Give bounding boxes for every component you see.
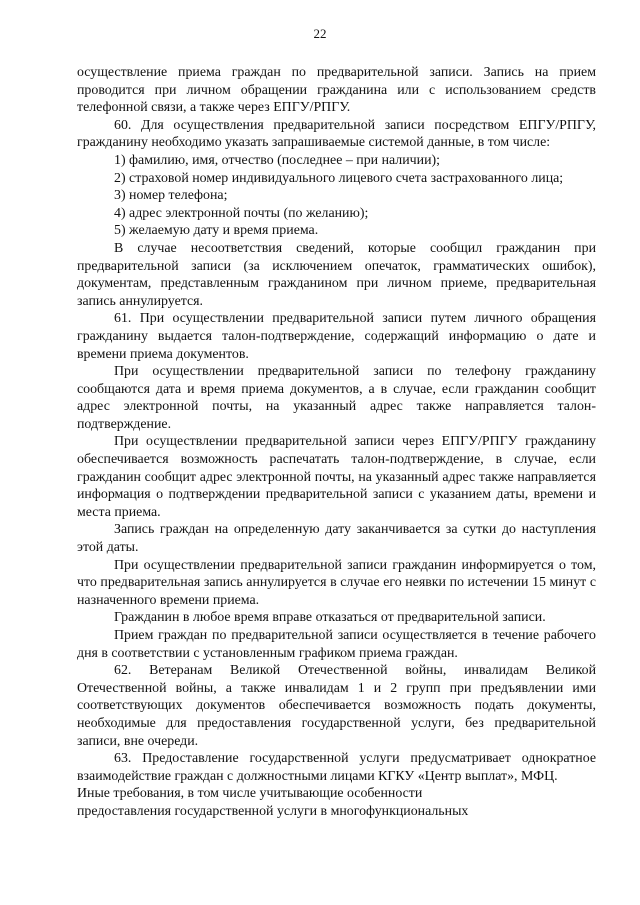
paragraph: При осуществлении предварительной записи гражданин информируется о том, что предварительная запись аннулируется в случае его неявки по истечении 15 минут с назначенного времени приема. [77, 557, 596, 608]
list-item: 5) желаемую дату и время приема. [114, 223, 319, 239]
list-item: 4) адрес электронной почты (по желанию); [114, 205, 369, 221]
list-item: 2) страховой номер индивидуального лицевого счета застрахованного лица; [114, 170, 564, 186]
section-heading-line-1: Иные требования, в том числе учитывающие особенности [77, 786, 423, 802]
paragraph: При осуществлении предварительной записи по телефону гражданину сообщаются дата и время приема документов, а в случае, если гражданин сообщит адрес электронной почты, на указанный адрес также направляется талон-подтверждение. [77, 364, 596, 432]
paragraph: 62. Ветеранам Великой Отечественной войны, инвалидам Великой Отечественной войны, а также инвалидам 1 и 2 групп при предъявлении ими соответствующих документов обеспечивается возможность подать документы, необходимые для предоставления государственной услуги, без предварительной записи, вне очереди. [77, 663, 596, 749]
paragraph: При осуществлении предварительной записи через ЕПГУ/РПГУ гражданину обеспечивается возможность распечатать талон-подтверждение, в случае, если гражданин сообщит адрес электронной почты, на указанный адрес также направляется информация о подтверждении предварительной записи с указанием даты, времени и места приема. [77, 434, 596, 520]
list-item: 1) фамилию, имя, отчество (последнее – при наличии); [114, 152, 440, 168]
section-heading [77, 785, 596, 820]
page-number: 22 [313, 26, 327, 41]
paragraph: 61. При осуществлении предварительной записи путем личного обращения гражданину выдается талон-подтверждение, содержащий информацию о дате и времени приема документов. [77, 311, 596, 362]
paragraph: 63. Предоставление государственной услуги предусматривает однократное взаимодействие граждан с должностными лицами КГКУ «Центр выплат», МФЦ. [77, 751, 596, 784]
list-item: 3) номер телефона; [114, 188, 228, 204]
paragraph: осуществление приема граждан по предварительной записи. Запись на прием проводится при личном обращении гражданина или с использованием средств телефонной связи, а также через ЕПГУ/РПГУ. [77, 65, 596, 116]
paragraph: Гражданин в любое время вправе отказаться от предварительной записи. [114, 610, 546, 626]
paragraph: Прием граждан по предварительной записи осуществляется в течение рабочего дня в соответствии с установленным графиком приема граждан. [77, 628, 596, 661]
paragraph: В случае несоответствия сведений, которые сообщил гражданин при предварительной записи (за исключением опечаток, грамматических ошибок), документам, представленным гражданином при личном приеме, предварительная запись аннулируется. [77, 240, 596, 309]
section-heading-line-2: предоставления государственной услуги в многофункциональных [77, 803, 469, 819]
paragraph: 60. Для осуществления предварительной записи посредством ЕПГУ/РПГУ, гражданину необходимо указать запрашиваемые системой данные, в том числе: [77, 117, 596, 151]
document-body [77, 64, 596, 821]
paragraph: Запись граждан на определенную дату заканчивается за сутки до наступления этой даты. [77, 522, 596, 556]
